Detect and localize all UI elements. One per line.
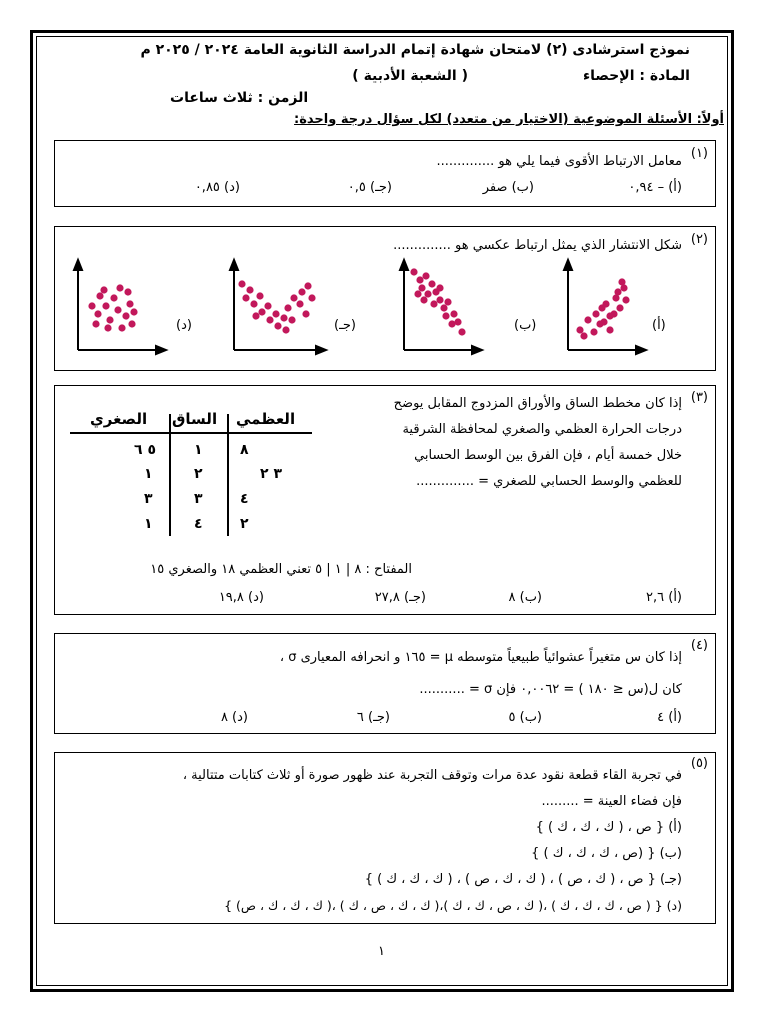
scatter-dot xyxy=(126,300,133,307)
scatter-dot xyxy=(576,326,583,333)
scatter-dots xyxy=(410,268,465,335)
question-2-label-c: (جـ) xyxy=(334,318,356,333)
scatter-dot xyxy=(110,294,117,301)
question-4-number: (٤) xyxy=(690,638,708,653)
scatter-dot xyxy=(418,284,425,291)
question-3-option-a: (أ) ٢,٦ xyxy=(646,590,682,605)
scatter-dot xyxy=(274,322,281,329)
scatter-dot xyxy=(272,310,279,317)
scatter-dot xyxy=(116,284,123,291)
question-3-option-d: (د) ١٩,٨ xyxy=(218,590,264,605)
scatter-dot xyxy=(302,310,309,317)
scatter-dot xyxy=(104,324,111,331)
question-3-line-4: للعظمي والوسط الحسابي للصغري = .............. xyxy=(416,474,682,489)
time-label: الزمن : ثلاث ساعات xyxy=(170,90,309,106)
question-2-label-b: (ب) xyxy=(514,318,537,333)
question-2-text: شكل الانتشار الذي يمثل ارتباط عكسي هو .............. xyxy=(393,238,682,253)
scatter-dot xyxy=(420,296,427,303)
scatter-dot xyxy=(422,272,429,279)
scatter-dot xyxy=(440,304,447,311)
stem-leaf-row-3-max: ٤ xyxy=(240,491,249,507)
scatter-dot xyxy=(606,326,613,333)
scatter-dot xyxy=(296,300,303,307)
axes xyxy=(230,260,326,354)
scatter-dot xyxy=(128,320,135,327)
question-2-label-d: (د) xyxy=(176,318,192,333)
question-5-number: (٥) xyxy=(690,756,708,771)
scatter-dot xyxy=(290,294,297,301)
scatter-dot xyxy=(88,302,95,309)
scatter-dot xyxy=(280,314,287,321)
stem-leaf-header-min: الصغري xyxy=(90,410,148,428)
question-5-option-c: (جـ) { ص ، ( ك ، ص ) ، ( ك ، ك ، ص ) ، ( ك ، ك ، ك ) } xyxy=(364,872,682,887)
scatter-dot xyxy=(590,328,597,335)
scatter-dot xyxy=(130,308,137,315)
stem-leaf-row-4-min: ١ xyxy=(144,516,153,532)
scatter-dot xyxy=(96,292,103,299)
scatter-dot xyxy=(256,292,263,299)
scatter-dot xyxy=(92,320,99,327)
scatter-dot xyxy=(416,276,423,283)
scatter-dot xyxy=(430,300,437,307)
question-4-option-b: (ب) ٥ xyxy=(508,710,542,725)
scatter-plot-d xyxy=(70,258,166,358)
scatter-dot xyxy=(246,286,253,293)
stem-leaf-row-1-min: ٥ ٦ xyxy=(134,442,156,458)
scatter-dot xyxy=(616,304,623,311)
scatter-dot xyxy=(598,304,605,311)
scatter-dot xyxy=(94,310,101,317)
scatter-dot xyxy=(622,296,629,303)
question-3-line-3: خلال خمسة أيام ، فإن الفرق بين الوسط الحسابي xyxy=(414,448,682,463)
stem-leaf-row-3-stem: ٣ xyxy=(194,491,203,507)
scatter-dot xyxy=(424,290,431,297)
question-3-option-c: (جـ) ٢٧,٨ xyxy=(374,590,426,605)
scatter-dot xyxy=(252,312,259,319)
stem-leaf-row-2-min: ١ xyxy=(144,466,153,482)
scatter-dot xyxy=(118,324,125,331)
scatter-dot xyxy=(122,312,129,319)
scatter-plot-b xyxy=(396,258,482,358)
stem-leaf-row-4-max: ٢ xyxy=(240,516,249,532)
scatter-dots xyxy=(576,278,629,339)
scatter-dots xyxy=(238,280,315,333)
axes xyxy=(74,260,166,354)
question-4-line-2: كان ل(س ≤ ١٨٠ ) = ٠,٠٠٦٢ فإن σ = ........... xyxy=(419,682,682,697)
question-1-option-b: (ب) صفر xyxy=(482,180,534,195)
question-4-option-a: (أ) ٤ xyxy=(657,710,682,725)
stem-leaf-key: المفتاح : ٨ | ١ | ٥ تعني العظمي ١٨ والصغري ١٥ xyxy=(150,562,412,577)
scatter-dot xyxy=(242,294,249,301)
question-5-option-d: (د) { ( ص ، ك ، ك ، ك ) ،( ك ، ص ، ك ، ك )،( ك ، ك ، ص ، ك ) ،( ك ، ك ، ك ، ص) } xyxy=(224,898,682,913)
scatter-dot xyxy=(450,310,457,317)
scatter-dot xyxy=(282,326,289,333)
scatter-dot xyxy=(258,308,265,315)
page-number: ١ xyxy=(378,944,385,959)
stem-leaf-header-stem: الساق xyxy=(172,410,218,428)
scatter-dot xyxy=(428,280,435,287)
scatter-dot xyxy=(448,320,455,327)
stem-leaf-header-max: العظمي xyxy=(236,410,296,428)
scatter-dot xyxy=(410,268,417,275)
question-4-option-d: (د) ٨ xyxy=(220,710,248,725)
question-1-option-c: (جـ) ٠,٥ xyxy=(347,180,392,195)
scatter-dot xyxy=(298,288,305,295)
scatter-dot xyxy=(442,312,449,319)
scatter-dot xyxy=(266,316,273,323)
question-1-text: معامل الارتباط الأقوى فيما يلي هو .............. xyxy=(436,154,682,169)
question-2-label-a: (أ) xyxy=(652,318,666,333)
scatter-dot xyxy=(618,278,625,285)
question-5-line-2: فإن فضاء العينة = ......... xyxy=(541,794,682,809)
subject-label: المادة : الإحصاء xyxy=(582,68,690,84)
scatter-dot xyxy=(100,286,107,293)
scatter-dot xyxy=(264,302,271,309)
scatter-plot-c xyxy=(226,258,326,358)
scatter-dot xyxy=(414,290,421,297)
scatter-dot xyxy=(610,310,617,317)
section-title: أولاً: الأسئلة الموضوعية (الاختيار من متعدد) لكل سؤال درجة واحدة: xyxy=(294,112,724,127)
question-4-line-1: إذا كان س متغيراً عشوائياً طبيعياً متوسطه μ = ١٦٥ و انحرافه المعيارى σ ، xyxy=(279,650,682,665)
question-3-number: (٣) xyxy=(690,390,708,405)
branch-label: ( الشعبة الأدبية ) xyxy=(352,68,468,84)
scatter-dot xyxy=(308,294,315,301)
scatter-dot xyxy=(436,296,443,303)
scatter-dot xyxy=(114,306,121,313)
scatter-dot xyxy=(124,288,131,295)
scatter-dot xyxy=(238,280,245,287)
stem-leaf-row-2-stem: ٢ xyxy=(194,466,203,482)
question-5-option-a: (أ) { ص ، ( ك ، ك ، ك ) } xyxy=(535,820,682,835)
scatter-dot xyxy=(304,282,311,289)
question-1-number: (١) xyxy=(690,146,708,161)
scatter-plot-a xyxy=(560,258,646,358)
question-3-option-b: (ب) ٨ xyxy=(508,590,542,605)
scatter-dot xyxy=(580,332,587,339)
question-5-line-1: في تجربة القاء قطعة نقود عدة مرات وتوقف التجربة عند ظهور صورة أو ثلاث كتابات متتالية ، xyxy=(182,768,682,783)
scatter-dot xyxy=(436,284,443,291)
question-1-option-a: (أ) – ٠,٩٤ xyxy=(628,180,682,195)
exam-title: نموذج استرشادى (٢) لامتحان شهادة إتمام الدراسة الثانوية العامة ٢٠٢٤ / ٢٠٢٥ م xyxy=(140,42,690,58)
stem-leaf-row-2-max: ٣ ٢ xyxy=(260,466,282,482)
question-3-line-2: درجات الحرارة العظمي والصغري لمحافظة الشرقية xyxy=(402,422,682,437)
scatter-dot xyxy=(284,304,291,311)
scatter-dot xyxy=(614,288,621,295)
stem-leaf-row-1-stem: ١ xyxy=(194,442,203,458)
scatter-dot xyxy=(102,302,109,309)
stem-leaf-row-3-min: ٣ xyxy=(144,491,153,507)
scatter-dot xyxy=(592,310,599,317)
question-4-option-c: (جـ) ٦ xyxy=(356,710,390,725)
question-5-option-b: (ب) { (ص ، ك ، ك ، ك ) } xyxy=(531,846,682,861)
scatter-dots xyxy=(88,284,137,331)
question-1-box xyxy=(54,140,716,207)
scatter-dot xyxy=(250,300,257,307)
question-1-option-d: (د) ٠,٨٥ xyxy=(194,180,240,195)
scatter-dot xyxy=(444,298,451,305)
stem-leaf-row-1-max: ٨ xyxy=(240,442,249,458)
question-3-line-1: إذا كان مخطط الساق والأوراق المزدوج المقابل يوضح xyxy=(393,396,682,411)
scatter-dot xyxy=(288,316,295,323)
scatter-dot xyxy=(600,318,607,325)
scatter-dot xyxy=(458,328,465,335)
scatter-dot xyxy=(584,316,591,323)
scatter-dot xyxy=(106,316,113,323)
stem-leaf-row-4-stem: ٤ xyxy=(194,516,203,532)
question-2-number: (٢) xyxy=(690,232,708,247)
